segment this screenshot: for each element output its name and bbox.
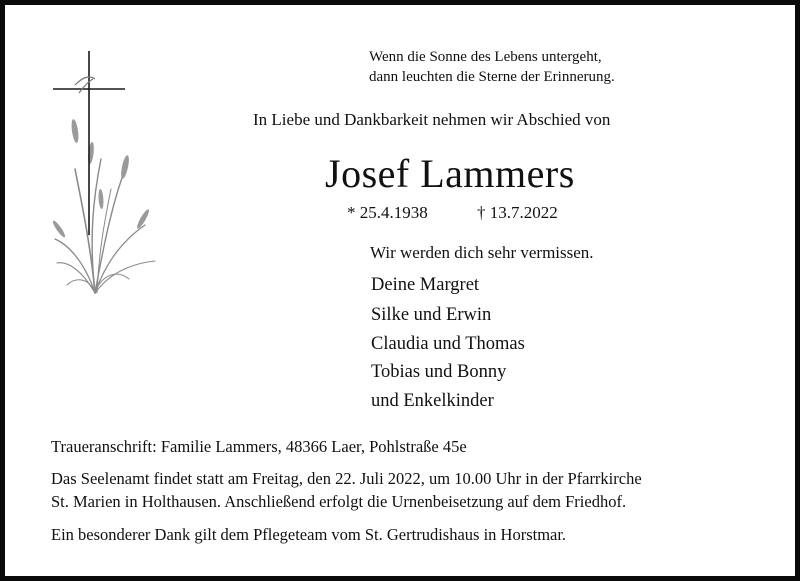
cross-with-grass-icon xyxy=(45,49,170,297)
thanks-text: Ein besonderer Dank gilt dem Pflegeteam vom St. Gertrudishaus in Horstmar. xyxy=(51,525,567,544)
intro-text: In Liebe und Dankbarkeit nehmen wir Abschied von xyxy=(253,110,611,129)
farewell-text: Wir werden dich sehr vermissen. xyxy=(370,243,594,262)
deceased-name: Josef Lammers xyxy=(325,151,575,196)
mourner-line: und Enkelkinder xyxy=(371,391,494,411)
mourner-line: Tobias und Bonny xyxy=(371,362,507,382)
mourner-line: Silke und Erwin xyxy=(371,305,492,325)
mourner-line: Claudia und Thomas xyxy=(371,334,525,354)
verse-line-1: Wenn die Sonne des Lebens untergeht, xyxy=(369,49,602,65)
requiem-line-2: St. Marien in Holthausen. Anschließend erfolgt die Urnenbeisetzung auf dem Friedhof. xyxy=(51,492,627,511)
mourning-address: Traueranschrift: Familie Lammers, 48366 Laer, Pohlstraße 45e xyxy=(51,437,467,456)
verse-line-2: dann leuchten die Sterne der Erinnerung. xyxy=(369,69,615,85)
birth-date: * 25.4.1938 xyxy=(347,203,428,222)
requiem-line-1: Das Seelenamt findet statt am Freitag, den 22. Juli 2022, um 10.00 Uhr in der Pfarrkirche xyxy=(51,469,642,488)
mourner-line: Deine Margret xyxy=(371,275,480,295)
death-date: † 13.7.2022 xyxy=(477,203,558,222)
